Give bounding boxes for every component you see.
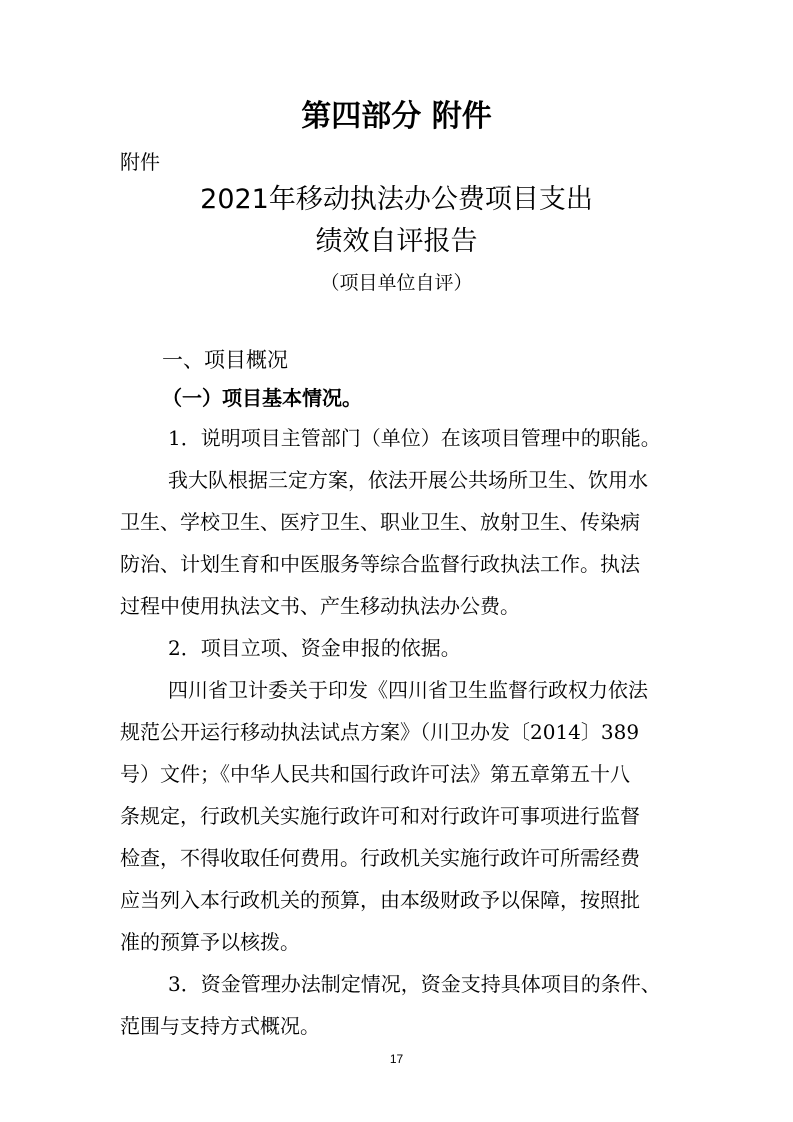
paragraph-line: 防治、计划生育和中医服务等综合监督行政执法工作。执法 [120,552,640,576]
paragraph-line: 号）文件；《中华人民共和国行政许可法》第五章第五十八 [120,762,630,786]
part-title: 第四部分 附件 [301,99,492,134]
paragraph-line: 应当列入本行政机关的预算，由本级财政予以保障，按照批 [120,888,640,912]
paragraph-line: 条规定，行政机关实施行政许可和对行政许可事项进行监督 [120,804,640,828]
item2-title: 2．项目立项、资金申报的依据。 [168,636,461,660]
paragraph-line: 准的预算予以核拨。 [120,930,300,954]
report-title-line1: 2021年移动执法办公费项目支出 [200,184,593,215]
report-title-line2: 绩效自评报告 [315,226,478,257]
paragraph-line: 四川省卫计委关于印发《四川省卫生监督行政权力依法 [168,678,648,702]
paragraph-line: 规范公开运行移动执法试点方案》（川卫办发〔2014〕389 [120,720,640,744]
paragraph-line: 检查，不得收取任何费用。行政机关实施行政许可所需经费 [120,846,640,870]
item1-title: 1．说明项目主管部门（单位）在该项目管理中的职能。 [168,426,661,450]
report-subtitle: （项目单位自评） [320,272,473,294]
subsection-heading: （一）项目基本情况。 [162,386,362,410]
paragraph-line: 过程中使用执法文书、产生移动执法办公费。 [120,594,520,618]
paragraph-line: 卫生、学校卫生、医疗卫生、职业卫生、放射卫生、传染病 [120,510,640,534]
attachment-label: 附件 [120,150,160,174]
paragraph-line: 范围与支持方式概况。 [120,1014,320,1038]
page-number: 17 [389,1052,404,1066]
paragraph-line: 我大队根据三定方案，依法开展公共场所卫生、饮用水 [168,468,648,492]
item3-title: 3．资金管理办法制定情况，资金支持具体项目的条件、 [168,972,661,996]
section-heading: 一、项目概况 [162,348,288,372]
